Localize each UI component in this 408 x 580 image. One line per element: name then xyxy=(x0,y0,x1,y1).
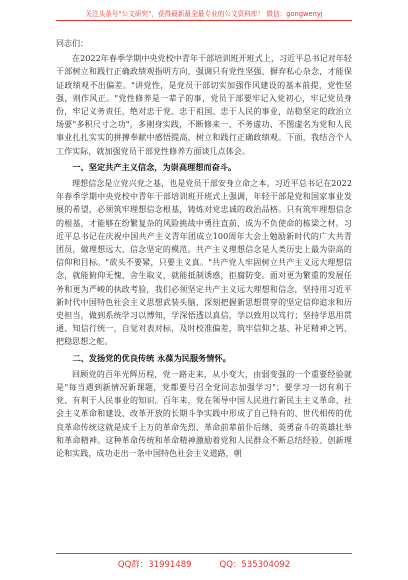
salutation: 同志们： xyxy=(56,39,88,48)
header-divider xyxy=(56,20,352,21)
section-heading-1: 一、坚定共产主义信念，为崇高理想而奋斗。 xyxy=(72,161,237,172)
section-paragraph-2: 回顾党的百年光辉历程，党一路走来，从小变大，由弱变强的一个重要经验就是"每当遇到新情况新课题，党都要号召全党同志加强学习"；要学习一切有利于党、有利于人民事业的知识。百年来，党在领导中国人民进行新民主主义革命、社会主义革命和建设、改革开放的长期斗争实践中形成了自己特有的、世代相传的优良革命传统这就是成千上万的革命先烈、革命前辈前仆后继、英勇奋斗的英雄壮举和革命精神。这种革命传统和革命精神激励着党和人民群众不断总结经验、创新理论和实践，成功走出一条中国特色社会主义道路，朝 xyxy=(56,369,352,459)
document-body xyxy=(56,37,352,460)
footer xyxy=(0,558,408,570)
footer-divider xyxy=(56,553,352,554)
intro-paragraph: 在2022年春季学期中央党校中青年干部培训班开班式上，习近平总书记对年轻干部树立和践行正确政绩观指明方向，强调只有党性坚强、摒弃私心杂念，才能保证政绩观不出偏差。"讲党性，是党员干部切实加强作风建设的基本前提，党性坚强，则作风正。"党性修养是一辈子的事，党员干部要牢记入党初心，牢记党员身份，牢记义务责任，绝对忠于党、忠于祖国、忠于人民的事业，站稳坚定的政治立场要"多积尺寸之功"，多刚身实践，不断修来一、不务虚功、不图虚名为党和人民事业扎扎实实的拼搏奉献中感悟提高，树立和践行正确政绩观。下面，我结合个人工作实际，就加强党员干部党性修养方面谈几点体会。 xyxy=(56,54,352,156)
section-heading-2: 二、发扬党的优良传统 永葆为民服务情怀。 xyxy=(72,352,231,363)
section-paragraph-1: 理想信念是立党兴党之基，也是党员干部安身立命之本。习近平总书记在2022年春季学期中央党校中青年干部培训班开班式上强调，年轻干部是党和国家事业发展的希望，必须筑牢理想信念根基，铸炼对党忠诚的政治品格。只有筑牢理想信念的根基，才能够在纷繁复杂的风险挑战中勇往直前，成为不负使命的栋梁之材。习近平总书记在庆祝中国共产主义青年团成立100周年大会上勉励新时代的广大共青团员，做理想远大、信念坚定的模范。共产主义理想信念是人类历史上最为崇高的信仰和目标。"欲头不要紧，只要主义真。"共产党人牢固树立共产主义远大理想信念，就能俯仰无愧、舍生取义，就能抵制诱惑，拒腐防变。面对更为繁重的发展任务和更为严峻的执政考验，我们必须坚定共产主义远大理想和信念，坚持用习近平新时代中国特色社会主义思想武装头脑，深刻把握新思想贯穿的坚定信仰追求和历史担当，做到系统学习以博知，学深悟透以真信，学以致用以笃行；坚持学思用贯通、知信行统一，自觉对表对标，及时校准偏差，筑牢信仰之基、补足精神之钙、把稳思想之舵。 xyxy=(56,179,352,347)
footer-qq-group: QQ群：31991489 xyxy=(117,560,192,570)
footer-qq-contact: QQ：535304092 xyxy=(219,560,291,570)
header-banner: 关注头条号"公文研究"，获得最新最全最专业的公文资料库！ 微信：gongwenyj xyxy=(85,10,323,18)
